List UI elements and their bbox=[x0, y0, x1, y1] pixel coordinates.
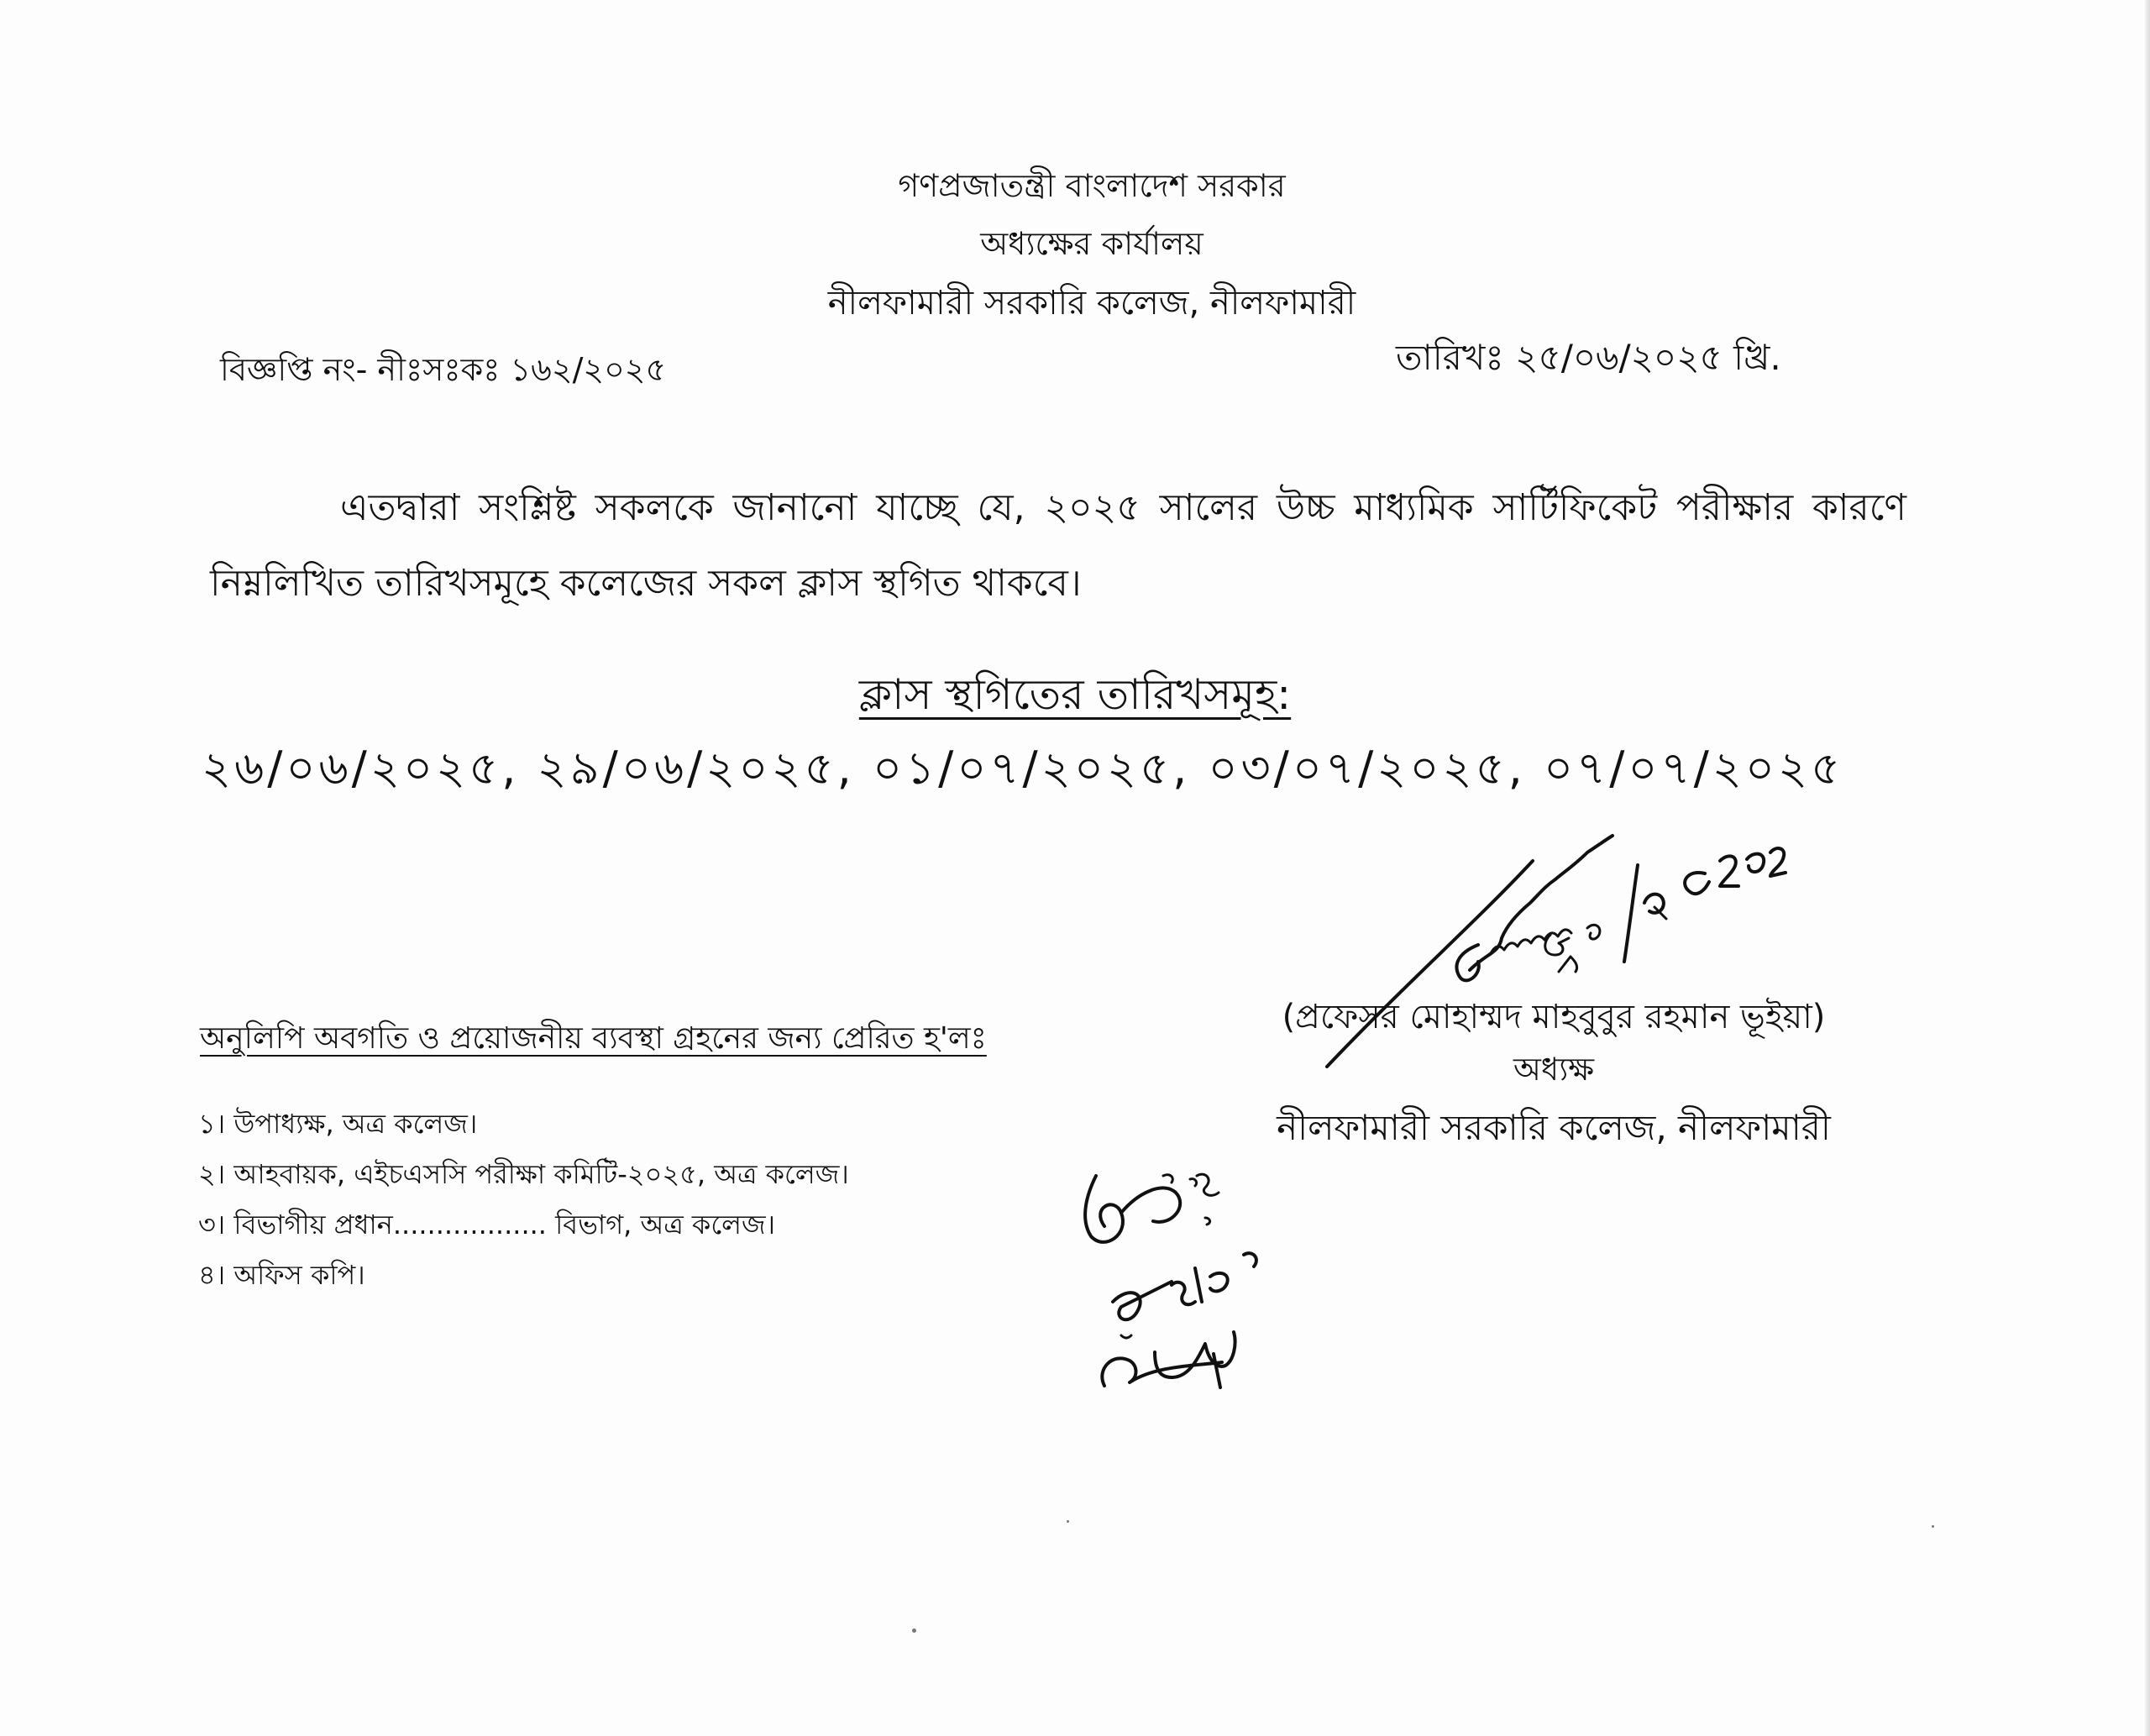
copy-distribution-heading: অনুলিপি অবগতি ও প্রয়োজনীয় ব্যবস্থা গ্রহনের জন্য প্রেরিত হ'লঃ bbox=[200, 1021, 987, 1056]
paper-speck bbox=[1067, 1520, 1069, 1523]
list-item: ১। উপাধ্যক্ষ, অত্র কলেজ। bbox=[198, 1108, 478, 1140]
suspension-heading bbox=[0, 665, 2150, 724]
office-title: অধ্যক্ষের কার্যালয় bbox=[980, 225, 1203, 262]
signatory-name: (প্রফেসর মোহাম্মদ মাহবুবুর রহমান ভূইয়া) bbox=[1282, 998, 1826, 1036]
list-item: ২। আহবায়ক, এইচএসসি পরীক্ষা কমিটি-২০২৫, অত্র কলেজ। bbox=[198, 1158, 849, 1190]
suspension-dates: ২৬/০৬/২০২৫, ২৯/০৬/২০২৫, ০১/০৭/২০২৫, ০৩/০৭/২০২৫, ০৭/০৭/২০২৫ bbox=[202, 742, 1844, 795]
memo-date: তারিখঃ ২৫/০৬/২০২৫ খ্রি. bbox=[1396, 337, 1781, 378]
college-title: নীলফামারী সরকারি কলেজ, নীলফামারী bbox=[827, 284, 1356, 323]
handwritten-initial bbox=[1071, 1159, 1323, 1419]
government-title: গণপ্রজাতন্ত্রী বাংলাদেশ সরকার bbox=[898, 167, 1286, 204]
signatory-block bbox=[1193, 991, 1915, 1154]
signatory-designation: অধ্যক্ষ bbox=[1513, 1051, 1594, 1088]
suspension-heading-text: ক্লাস স্থগিতের তারিখসমূহ: bbox=[858, 670, 1292, 719]
signatory-college: নীলফামারী সরকারি কলেজ, নীলফামারী bbox=[1277, 1107, 1831, 1148]
paper-speck bbox=[912, 1628, 916, 1633]
list-item: ৪। অফিস কপি। bbox=[198, 1259, 365, 1291]
notice-paragraph: এতদ্বারা সংশ্লিষ্ট সকলকে জানানো যাচ্ছে যে, ২০২৫ সালের উচ্চ মাধ্যমিক সার্টিফিকেট পরীক্ষার কারণে নিম্নলিখিত তারিখসমূহে কলেজের সকল ক্লাস স্থগিত থাকবে। bbox=[210, 486, 1906, 605]
list-item: ৩। বিভাগীয় প্রধান.................. বিভাগ, অত্র কলেজ। bbox=[198, 1209, 776, 1240]
copy-distribution-list bbox=[198, 1099, 849, 1300]
paper-speck bbox=[1932, 1525, 1934, 1528]
memo-number: বিজ্ঞপ্তি নং- নীঃসঃকঃ ১৬২/২০২৫ bbox=[220, 351, 667, 388]
